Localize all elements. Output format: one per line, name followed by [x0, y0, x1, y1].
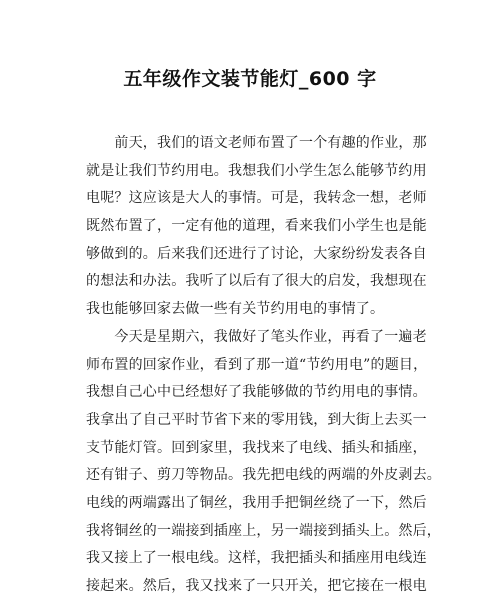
body-line: 我将铜丝的一端接到插座上，另一端接到插头上。然后，	[86, 522, 441, 539]
body-line: 我又接上了一根电线。这样，我把插头和插座用电线连	[86, 550, 427, 567]
body-line: 电呢？这应该是大人的事情。可是，我转念一想，老师	[86, 190, 427, 207]
body-line: 师布置的回家作业，看到了那一道“节约用电”的题目，	[86, 356, 428, 373]
body-line: 前天，我们的语文老师布置了一个有趣的作业，那	[86, 135, 427, 151]
body-line: 我想自己心中已经想好了我能够做的节约用电的事情。	[86, 384, 427, 401]
body-line: 今天是星期六，我做好了笔头作业，再看了一遍老	[86, 328, 427, 345]
body-line: 我也能够回家去做一些有关节约用电的事情了。	[86, 301, 385, 318]
body-line: 还有钳子、剪刀等物品。我先把电线的两端的外皮剥去。	[86, 467, 441, 484]
body-line: 接起来。然后，我又找来了一只开关，把它接在一根电	[86, 578, 427, 594]
body-line: 支节能灯管。回到家里，我找来了电线、插头和插座，	[86, 439, 427, 456]
body-line: 既然布置了，一定有他的道理，看来我们小学生也是能	[86, 218, 427, 235]
body-line: 够做到的。后来我们还进行了讨论，大家纷纷发表各自	[86, 245, 427, 262]
document-title: 五年级作文装节能灯_600 字	[123, 68, 377, 90]
document-body	[86, 130, 441, 601]
body-line: 的想法和办法。我听了以后有了很大的启发，我想现在	[86, 273, 427, 290]
body-line: 电线的两端露出了铜丝，我用手把铜丝绕了一下，然后	[86, 494, 427, 511]
body-line: 就是让我们节约用电。我想我们小学生怎么能够节约用	[86, 162, 427, 179]
body-line: 我拿出了自己平时节省下来的零用钱，到大街上去买一	[86, 411, 427, 428]
